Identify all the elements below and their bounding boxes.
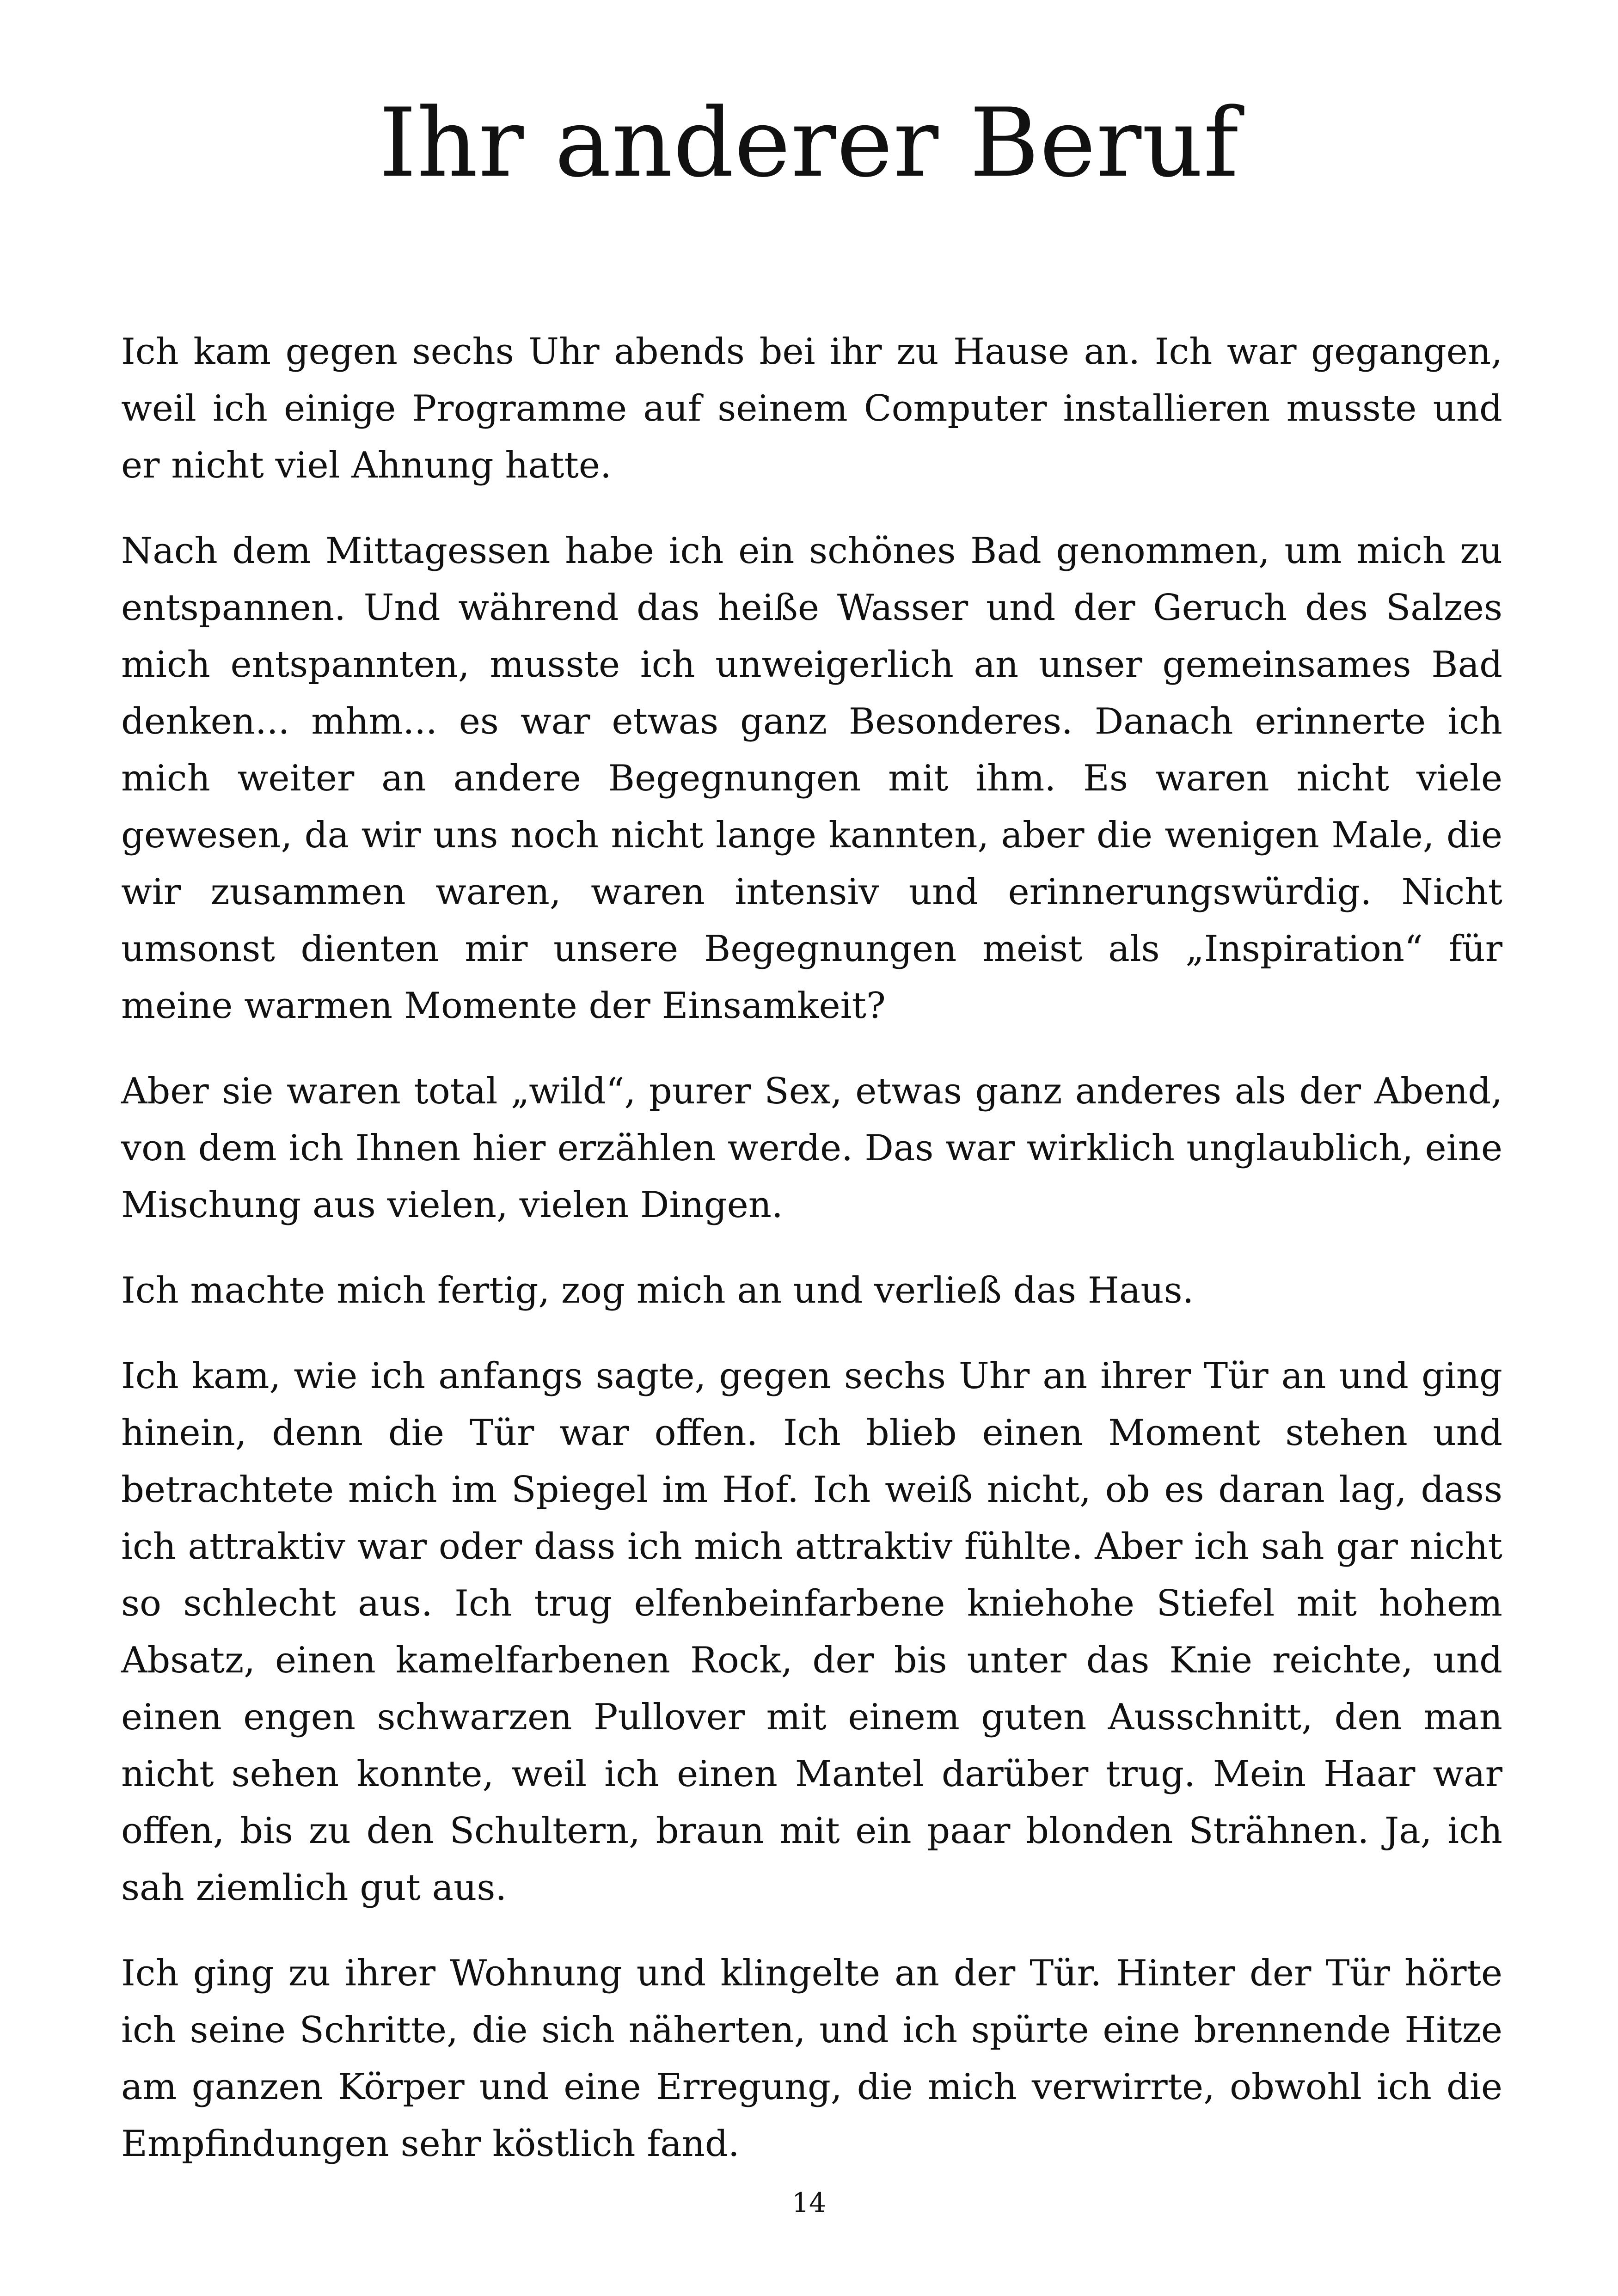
paragraph-6: Ich ging zu ihrer Wohnung und klingelte an der Tür. Hinter der Tür hörte ich seine Schritte, die sich näherten, und ich spürte eine brennende Hitze am ganzen Körper und eine Erregung, die mich verwirrte, obwohl ich die Empfindungen sehr köstlich fand. xyxy=(121,1953,1502,2165)
paragraph-1: Ich kam gegen sechs Uhr abends bei ihr zu Hause an. Ich war gegangen, weil ich einige Programme auf seinem Computer installieren musste und er nicht viel Ahnung hatte. xyxy=(121,331,1502,486)
paragraph-5: Ich kam, wie ich anfangs sagte, gegen sechs Uhr an ihrer Tür an und ging hinein, denn die Tür war offen. Ich blieb einen Moment stehen und betrachtete mich im Spiegel im Hof. Ich weiß nicht, ob es daran lag, dass ich attraktiv war oder dass ich mich attraktiv fühlte. Aber ich sah gar nicht so schlecht aus. Ich trug elfenbeinfarbene kniehohe Stiefel mit hohem Absatz, einen kamelfarbenen Rock, der bis unter das Knie reichte, und einen engen schwarzen Pullover mit einem guten Ausschnitt, den man nicht sehen konnte, weil ich einen Mantel darüber trug. Mein Haar war offen, bis zu den Schultern, braun mit ein paar blonden Strähnen. Ja, ich sah ziemlich gut aus. xyxy=(121,1355,1502,1909)
page-number: 14 xyxy=(792,2187,826,2218)
body-text xyxy=(121,324,1502,2201)
page-title: Ihr anderer Beruf xyxy=(379,88,1239,198)
paragraph-2: Nach dem Mittagessen habe ich ein schönes Bad genommen, um mich zu entspannen. Und während das heiße Wasser und der Geruch des Salzes mich entspannten, musste ich unweigerlich an unser gemeinsames Bad denken... mhm... es war etwas ganz Besonderes. Danach erinnerte ich mich weiter an andere Begegnungen mit ihm. Es waren nicht viele gewesen, da wir uns noch nicht lange kannten, aber die wenigen Male, die wir zusammen waren, waren intensiv und erinnerungswürdig. Nicht umsonst dienten mir unsere Begegnungen meist als „Inspiration“ für meine warmen Momente der Einsamkeit? xyxy=(121,530,1502,1027)
paragraph-4: Ich machte mich fertig, zog mich an und verließ das Haus. xyxy=(121,1270,1194,1311)
paragraph-3: Aber sie waren total „wild“, purer Sex, etwas ganz anderes als der Abend, von dem ich Ihnen hier erzählen werde. Das war wirklich unglaublich, eine Mischung aus vielen, vielen Dingen. xyxy=(121,1071,1502,1226)
